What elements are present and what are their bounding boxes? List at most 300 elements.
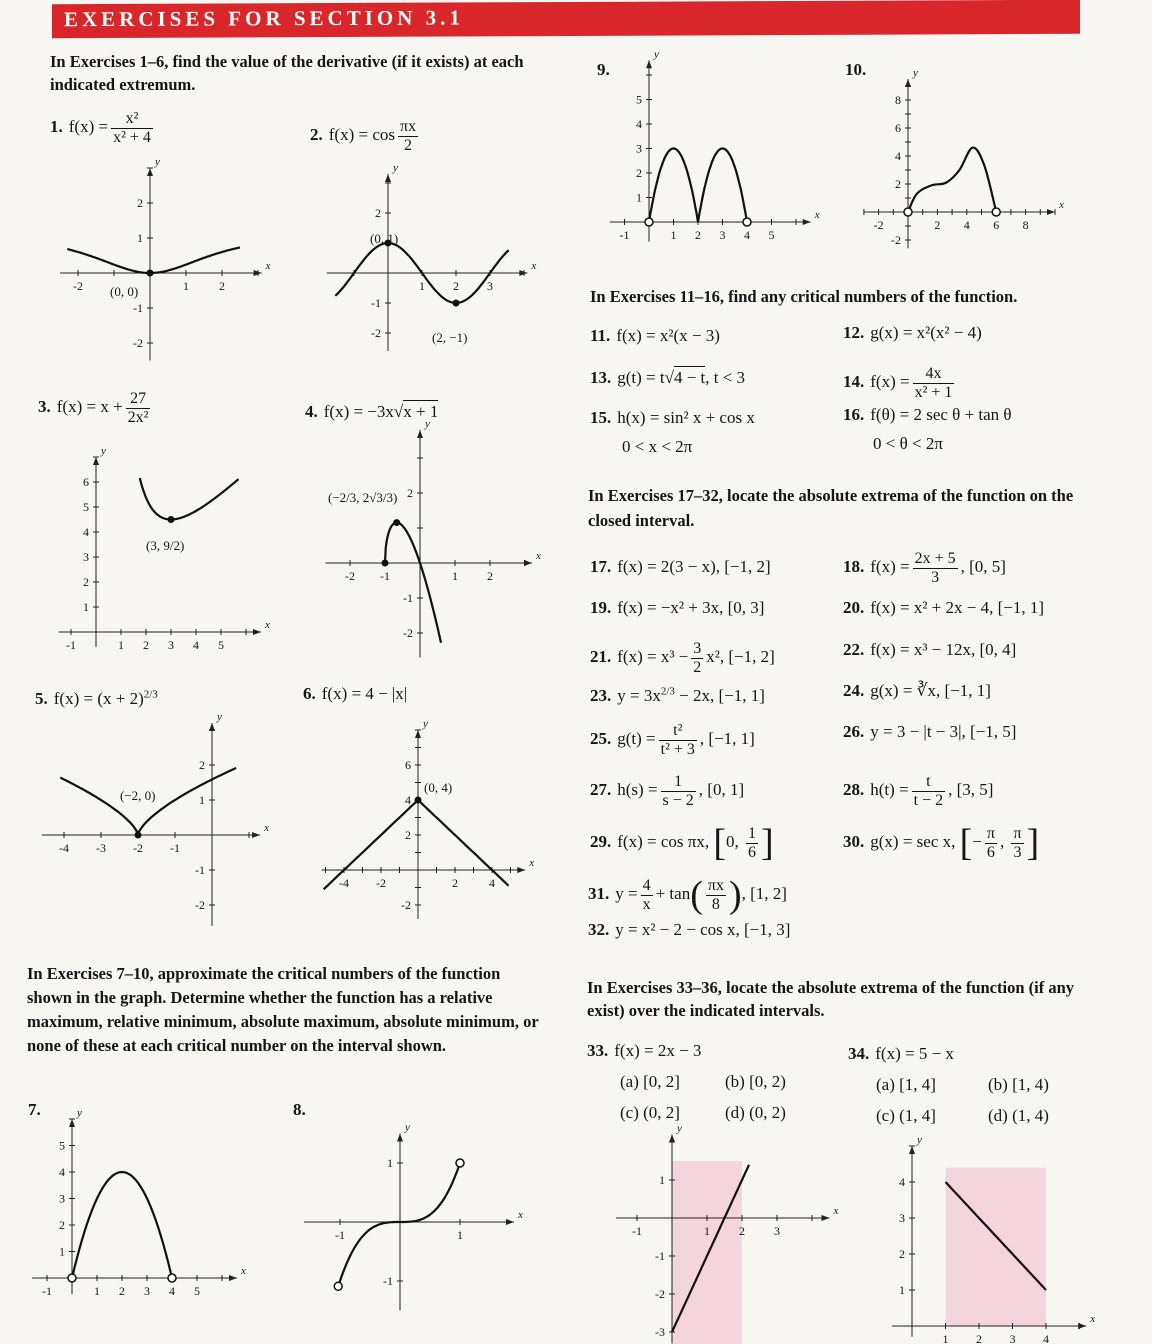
closed-point (135, 832, 142, 839)
x-axis-label: x (814, 209, 820, 221)
function-curve (908, 148, 996, 212)
function-curve (67, 247, 240, 273)
exercise-number: 26. (843, 722, 865, 741)
exercise-number: 13. (590, 368, 612, 387)
y-tick-label: -1 (655, 1249, 665, 1263)
y-tick-label: 1 (83, 600, 89, 614)
x-tick-label: 2 (452, 876, 458, 890)
x-tick-label: -2 (873, 218, 884, 232)
x-tick-label: -3 (96, 841, 106, 855)
x-arrow-icon (229, 1275, 237, 1281)
point-label: (−2/3, 2√3/3) (328, 490, 398, 505)
formula-text: f(x) = 2(3 − x), [−1, 2] (617, 557, 771, 576)
y-tick-label: 8 (895, 93, 901, 107)
y-axis-label: y (423, 718, 428, 730)
numerator: 1 (747, 825, 756, 842)
exercise-number: 19. (590, 598, 612, 617)
open-point (334, 1282, 342, 1290)
formula-text: f(x) = 4 − |x| (321, 684, 408, 703)
x-tick-label: 4 (963, 218, 970, 232)
formula-text: 0, (725, 832, 743, 852)
x-tick-label: 8 (1022, 218, 1029, 232)
exercise-number: 9. (597, 60, 610, 79)
closed-point (453, 300, 460, 307)
y-arrow-icon (417, 430, 423, 438)
x-tick-label: -4 (339, 876, 349, 890)
y-tick-label: 1 (659, 1173, 665, 1187)
y-tick-label: 1 (59, 1244, 65, 1259)
exponent: 2/3 (143, 688, 158, 700)
bracket: ( (690, 874, 703, 917)
exercise-number: 31. (588, 884, 610, 904)
exercise-number: 17. (590, 557, 612, 576)
x-tick-label: -2 (133, 841, 143, 855)
y-tick-label: 4 (899, 1175, 905, 1189)
open-point (456, 1159, 464, 1167)
exercise-number: 8. (293, 1100, 306, 1119)
x-tick-label: 2 (119, 1284, 125, 1298)
y-axis-label: y (917, 1134, 922, 1146)
graph-10 (864, 67, 1064, 248)
y-tick-label: -1 (195, 863, 205, 877)
x-axis-label: x (1090, 1313, 1096, 1325)
bracket: ) (728, 874, 742, 917)
y-tick-label: 3 (899, 1211, 905, 1225)
y-tick-label: -2 (401, 898, 411, 912)
numerator: 1 (661, 773, 696, 792)
formula-text: f(x) = x + (56, 397, 123, 417)
y-axis-label: y (677, 1122, 682, 1135)
x-arrow-icon (1047, 209, 1055, 215)
x-axis-label: x (241, 1265, 246, 1277)
y-tick-label: 4 (636, 117, 642, 131)
y-tick-label: 2 (59, 1218, 65, 1232)
formula-text: , t < 3 (705, 368, 746, 387)
closed-point (393, 519, 400, 526)
exercise-number: 5. (35, 688, 48, 708)
formula-text: g(x) = x²(x² − 4) (870, 323, 982, 342)
y-tick-label: 3 (59, 1191, 65, 1206)
y-arrow-icon (646, 60, 652, 68)
y-tick-label: 2 (137, 196, 143, 210)
formula-text: f(θ) = 2 sec θ + tan θ (870, 405, 1012, 424)
y-arrow-icon (385, 174, 391, 182)
exercise-number: 28. (843, 780, 865, 800)
radicand: 4 − t (673, 368, 706, 387)
denominator: s − 2 (662, 792, 694, 809)
x-tick-label: 4 (744, 228, 750, 242)
interval-part-d: (d) (0, 2) (725, 1103, 786, 1122)
y-tick-label: 6 (83, 475, 89, 489)
formula-text: f(x) = x³ − 12x, [0, 4] (870, 640, 1017, 659)
x-tick-label: 1 (457, 1228, 463, 1242)
point-label: (−2, 0) (120, 788, 156, 803)
formula-text: y = 3x (617, 685, 661, 705)
exercise-number: 10. (845, 60, 867, 79)
numerator: x² (111, 110, 153, 129)
y-tick-label: 1 (899, 1283, 905, 1297)
x-tick-label: 3 (719, 228, 726, 242)
bracket: ] (1026, 822, 1040, 865)
x-tick-label: 5 (768, 228, 775, 242)
y-axis-label: y (405, 1121, 410, 1134)
open-point (68, 1274, 76, 1282)
y-tick-label: 4 (59, 1165, 65, 1179)
exercise-number: 32. (588, 920, 610, 939)
denominator: x² + 4 (113, 129, 151, 146)
y-arrow-icon (909, 1146, 915, 1154)
interval-part-b: (b) [1, 4) (988, 1075, 1049, 1094)
y-tick-label: 4 (83, 525, 89, 539)
denominator: 2 (693, 659, 702, 676)
denominator: x (642, 896, 651, 913)
formula-text: x², [−1, 2] (706, 647, 775, 667)
formula-text: f(x) = 5 − x (875, 1044, 954, 1063)
numerator: t (912, 773, 945, 792)
bracket: [ (713, 822, 726, 865)
y-tick-label: -1 (371, 296, 381, 310)
formula-text: f(x) = x²(x − 3) (616, 326, 720, 345)
y-arrow-icon (415, 730, 421, 738)
x-axis-label: x (833, 1205, 839, 1217)
open-point (992, 208, 1000, 216)
y-axis-label: y (217, 711, 222, 723)
denominator: 3 (931, 569, 940, 586)
exercise-number: 33. (587, 1041, 609, 1060)
y-axis-label: y (654, 48, 659, 61)
formula-text: , [0, 5] (960, 557, 1006, 577)
y-tick-label: -2 (133, 336, 143, 350)
graph-5 (42, 711, 269, 926)
x-tick-label: 2 (219, 279, 225, 293)
y-arrow-icon (397, 1134, 403, 1142)
exercise-number: 1. (50, 117, 63, 137)
denominator: 3 (1013, 844, 1022, 861)
interval-part-a: (a) [1, 4] (876, 1075, 936, 1094)
formula-text: − (972, 832, 982, 852)
x-arrow-icon (506, 1219, 514, 1225)
y-tick-label: 1 (199, 793, 205, 807)
shaded-interval (672, 1161, 742, 1344)
y-tick-label: 5 (59, 1138, 65, 1153)
x-tick-label: -2 (376, 876, 386, 890)
x-tick-label: -1 (170, 841, 180, 855)
graph-3 (59, 445, 271, 652)
y-tick-label: -2 (655, 1287, 665, 1301)
denominator: 6 (986, 844, 995, 861)
exercise-number: 6. (303, 684, 316, 703)
denominator: 8 (711, 896, 720, 913)
graph-7 (32, 1107, 246, 1298)
x-tick-label: 5 (218, 638, 224, 652)
formula-text: f(x) = (68, 117, 109, 137)
numerator: t² (659, 722, 697, 741)
function-curve (72, 1172, 172, 1278)
bracket: ] (760, 822, 774, 865)
y-tick-label: -2 (195, 898, 205, 912)
interval-part-b: (b) [0, 2) (725, 1072, 786, 1091)
formula-text: g(t) = t√ (617, 368, 674, 387)
exercise-number: 4. (305, 402, 318, 421)
numerator: 2x + 5 (914, 550, 956, 567)
x-tick-label: 2 (143, 638, 149, 652)
y-tick-label: 1 (387, 1156, 393, 1170)
instructions-11-16: In Exercises 11–16, find any critical numbers of the function. (590, 287, 1018, 306)
interval-part-c: (c) (1, 4] (876, 1106, 936, 1125)
y-tick-label: 5 (83, 500, 89, 514)
x-tick-label: 2 (695, 228, 701, 242)
open-point (645, 218, 653, 226)
x-axis-label: x (529, 857, 535, 869)
graph-34 (892, 1134, 1095, 1344)
formula-text: f(x) = cos (328, 125, 395, 145)
closed-point (415, 797, 422, 804)
x-tick-label: 4 (169, 1284, 175, 1298)
point-label: (3, 9/2) (146, 538, 185, 553)
function-curve (140, 478, 239, 520)
x-tick-label: -2 (345, 569, 355, 583)
closed-point (147, 270, 154, 277)
point-label: (0, 0) (110, 284, 139, 299)
numerator: πx (707, 877, 724, 894)
numerator: π (986, 825, 995, 842)
y-tick-label: 2 (405, 828, 411, 842)
x-tick-label: 5 (194, 1284, 200, 1298)
shaded-interval (946, 1168, 1047, 1326)
y-tick-label: -2 (371, 326, 381, 340)
exercise-number: 24. (843, 681, 865, 700)
y-axis-label: y (77, 1107, 82, 1119)
formula-text: , [0, 1] (698, 780, 745, 800)
formula-text: f(x) = −3x√ (323, 402, 404, 421)
exercise-number: 27. (590, 780, 612, 800)
y-tick-label: -2 (891, 233, 901, 247)
y-axis-label: y (393, 162, 398, 174)
y-tick-label: 4 (405, 793, 411, 807)
denominator: x² + 1 (914, 384, 953, 401)
function-curve (649, 149, 698, 223)
exercise-number: 29. (590, 832, 612, 852)
x-tick-label: 1 (94, 1284, 100, 1298)
section-title: EXERCISES FOR SECTION 3.1 (64, 5, 464, 32)
formula-text: f(x) = x² + 2x − 4, [−1, 1] (870, 598, 1045, 617)
y-tick-label: 4 (895, 149, 901, 163)
x-tick-label: 6 (993, 218, 1000, 232)
x-tick-label: 1 (670, 228, 677, 242)
instructions-7-10: In Exercises 7–10, approximate the critical numbers of the function shown in the graph. Determine whether the function has a relative maximum, relative minimum, absolute maximum, absolute minimum, or none of these at each critical number on the interval shown. (27, 964, 539, 1055)
x-tick-label: -1 (619, 228, 630, 242)
numerator: 3 (693, 640, 702, 657)
formula-text: f(x) = (x + 2) (53, 688, 144, 708)
formula-text: f(x) = 2x − 3 (614, 1041, 702, 1060)
graph-6 (322, 718, 535, 919)
formula-text: g(t) = (617, 729, 656, 749)
x-axis-label: x (264, 822, 269, 834)
x-tick-label: 3 (144, 1284, 150, 1298)
y-tick-label: 1 (137, 231, 143, 245)
y-axis-label: y (155, 156, 160, 168)
x-tick-label: 3 (774, 1224, 780, 1238)
y-tick-label: 2 (636, 166, 642, 180)
exercise-number: 21. (590, 647, 612, 667)
closed-point (168, 516, 175, 523)
numerator: π (1013, 825, 1022, 842)
x-tick-label: -2 (73, 279, 83, 293)
formula-text: , (999, 832, 1009, 852)
formula-text: , [3, 5] (948, 780, 994, 800)
numerator: 27 (126, 390, 151, 409)
y-tick-label: 2 (899, 1247, 905, 1261)
x-tick-label: -1 (66, 638, 76, 652)
x-axis-label: x (1059, 199, 1064, 211)
x-arrow-icon (252, 832, 260, 838)
y-tick-label: 2 (407, 486, 413, 500)
x-arrow-icon (822, 1215, 830, 1221)
graph-2 (327, 162, 537, 351)
exercise-number: 11. (590, 326, 611, 345)
point-label: (0, 4) (424, 780, 453, 795)
exponent: 2/3 (660, 685, 675, 697)
y-tick-label: 6 (405, 758, 411, 772)
x-arrow-icon (803, 219, 811, 225)
instructions-33-36: In Exercises 33–36, locate the absolute extrema of the function (if any exist) over the indicated intervals. (587, 978, 1074, 1020)
x-tick-label: -1 (335, 1228, 345, 1242)
function-curve (324, 800, 509, 889)
y-tick-label: 2 (375, 206, 381, 220)
y-tick-label: 6 (895, 121, 901, 135)
exercise-number: 15. (590, 408, 612, 427)
x-arrow-icon (253, 629, 261, 635)
exercise-number: 25. (590, 729, 612, 749)
x-tick-label: -1 (42, 1284, 52, 1298)
y-axis-label: y (425, 418, 430, 430)
graph-8 (304, 1122, 523, 1311)
function-curve (385, 523, 441, 643)
formula-text: f(x) = cos πx, (617, 832, 714, 852)
formula-text: f(x) = (870, 372, 910, 392)
point-label: (0, 1) (370, 231, 399, 246)
y-tick-label: 3 (83, 550, 89, 564)
interval-part-d: (d) (1, 4) (988, 1106, 1049, 1125)
y-axis-label: y (101, 445, 106, 457)
x-tick-label: 4 (193, 638, 199, 652)
point-label: (2, −1) (432, 330, 468, 345)
exercise-number: 2. (310, 125, 323, 145)
exercise-condition: 0 < x < 2π (622, 437, 693, 456)
y-arrow-icon (147, 168, 153, 176)
exercise-number: 12. (843, 323, 865, 342)
formula-text: , [−1, 1] (699, 729, 755, 749)
y-tick-label: 2 (199, 758, 205, 772)
y-tick-label: -1 (403, 591, 413, 605)
y-tick-label: 1 (636, 190, 642, 205)
x-tick-label: 1 (942, 1332, 949, 1344)
exercise-number: 16. (843, 405, 865, 424)
y-tick-label: -1 (383, 1274, 393, 1288)
x-tick-label: 2 (739, 1224, 745, 1238)
exercise-number: 7. (28, 1100, 41, 1119)
x-tick-label: 2 (934, 218, 941, 232)
open-point (743, 218, 751, 226)
x-tick-label: 1 (183, 279, 189, 293)
x-tick-label: 1 (118, 638, 124, 652)
y-tick-label: 5 (636, 92, 642, 107)
formula-text: , [1, 2] (741, 884, 787, 904)
numerator: 4x (913, 365, 955, 384)
formula-text: h(t) = (870, 780, 909, 800)
x-axis-label: x (531, 260, 537, 272)
function-curve (338, 1163, 460, 1287)
open-point (904, 208, 912, 216)
bracket: [ (959, 822, 973, 865)
exercise-number: 34. (848, 1044, 870, 1063)
x-tick-label: -1 (632, 1224, 642, 1238)
denominator: t² + 3 (660, 741, 695, 758)
y-tick-label: 2 (83, 575, 89, 589)
formula-text: y = (615, 884, 638, 904)
x-tick-label: 3 (168, 638, 174, 652)
exercise-number: 20. (843, 598, 865, 617)
function-curve (698, 149, 747, 223)
graph-33 (616, 1122, 839, 1344)
x-tick-label: 1 (419, 279, 425, 293)
formula-text: + tan (655, 884, 691, 904)
graph-1 (60, 156, 271, 361)
y-tick-label: 2 (895, 177, 901, 191)
x-tick-label: 4 (489, 876, 495, 890)
x-tick-label: 3 (1009, 1332, 1016, 1344)
graph-4 (326, 418, 542, 658)
numerator: 4 (642, 877, 651, 894)
interval-part-c: (c) (0, 2] (620, 1103, 680, 1122)
y-arrow-icon (669, 1134, 675, 1142)
formula-text: f(x) = x³ − (617, 647, 689, 667)
x-tick-label: 3 (487, 279, 493, 293)
exercise-number: 3. (38, 397, 51, 417)
x-tick-label: 2 (453, 279, 459, 293)
instructions-1-6: In Exercises 1–6, find the value of the derivative (if it exists) at each indicated extremum. (50, 52, 524, 94)
denominator: t − 2 (913, 792, 944, 809)
x-axis-label: x (518, 1209, 523, 1221)
exercise-number: 22. (843, 640, 865, 659)
formula-text: g(x) = sec x, (870, 832, 960, 852)
x-axis-label: x (536, 550, 541, 562)
y-axis-label: y (913, 67, 918, 79)
denominator: 2 (404, 137, 413, 154)
numerator: πx (399, 118, 417, 135)
exercise-number: 14. (843, 372, 865, 392)
x-axis-label: x (265, 619, 270, 631)
y-tick-label: 3 (636, 141, 642, 156)
formula-text: f(x) = (870, 557, 910, 577)
y-tick-label: -3 (655, 1325, 665, 1339)
closed-point (382, 560, 389, 567)
formula-text: h(s) = (617, 780, 658, 800)
exercise-number: 18. (843, 557, 865, 577)
y-tick-label: -1 (133, 301, 143, 315)
graph-9 (610, 48, 820, 242)
instructions-17-32: In Exercises 17–32, locate the absolute extrema of the function on the closed interval. (588, 486, 1074, 530)
x-tick-label: 1 (452, 569, 458, 583)
y-tick-label: -2 (403, 626, 413, 640)
x-arrow-icon (519, 270, 527, 276)
formula-text: − 2x, [−1, 1] (674, 685, 765, 705)
denominator: 6 (747, 844, 756, 861)
x-tick-label: 4 (1043, 1332, 1049, 1344)
formula-text: f(x) = −x² + 3x, [0, 3] (617, 598, 765, 617)
formula-text: y = 3 − |t − 3|, [−1, 5] (870, 722, 1017, 741)
exercise-condition: 0 < θ < 2π (873, 434, 943, 453)
